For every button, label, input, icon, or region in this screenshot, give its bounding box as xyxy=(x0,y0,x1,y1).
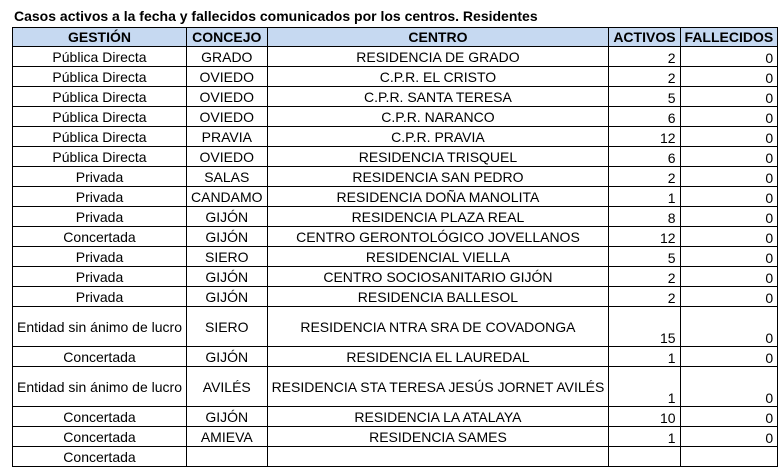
cell-centro: RESIDENCIA SAMES xyxy=(267,427,609,447)
cell-concejo: OVIEDO xyxy=(187,67,268,87)
cell-fallecidos: 0 xyxy=(680,67,778,87)
cell-fallecidos: 0 xyxy=(680,267,778,287)
header-centro: CENTRO xyxy=(267,28,609,47)
cell-fallecidos: 0 xyxy=(680,147,778,167)
cell-centro: RESIDENCIA DOÑA MANOLITA xyxy=(267,187,609,207)
cell-gestion: Pública Directa xyxy=(13,87,187,107)
cell-gestion: Concertada xyxy=(13,227,187,247)
table-row xyxy=(13,307,778,347)
cell-centro: RESIDENCIA DE GRADO xyxy=(267,47,609,67)
table-row xyxy=(13,167,778,187)
cell-activos: 2 xyxy=(609,287,680,307)
table-row xyxy=(13,247,778,267)
cell-centro: RESIDENCIA SAN PEDRO xyxy=(267,167,609,187)
cell-concejo: OVIEDO xyxy=(187,147,268,167)
cell-fallecidos: 0 xyxy=(680,247,778,267)
cell-activos: 5 xyxy=(609,87,680,107)
cell-activos: 2 xyxy=(609,47,680,67)
cell-concejo: GIJÓN xyxy=(187,407,268,427)
cell-fallecidos: 0 xyxy=(680,167,778,187)
cell-gestion: Privada xyxy=(13,267,187,287)
cell-concejo: SIERO xyxy=(187,307,268,347)
cell-activos: 15 xyxy=(609,307,680,347)
cell-concejo xyxy=(187,447,268,467)
cell-activos: 6 xyxy=(609,147,680,167)
cell-concejo: OVIEDO xyxy=(187,107,268,127)
cell-gestion: Pública Directa xyxy=(13,127,187,147)
cell-concejo: GRADO xyxy=(187,47,268,67)
cell-centro: C.P.R. PRAVIA xyxy=(267,127,609,147)
table-row xyxy=(13,407,778,427)
table-row xyxy=(13,427,778,447)
table-row xyxy=(13,287,778,307)
cell-gestion: Pública Directa xyxy=(13,107,187,127)
cell-activos: 12 xyxy=(609,127,680,147)
cell-centro xyxy=(267,447,609,467)
table-row xyxy=(13,447,778,467)
cell-centro: RESIDENCIA STA TERESA JESÚS JORNET AVILÉS xyxy=(267,367,609,407)
cell-concejo: SALAS xyxy=(187,167,268,187)
cell-fallecidos: 0 xyxy=(680,427,778,447)
header-row xyxy=(13,28,778,47)
cell-gestion: Privada xyxy=(13,287,187,307)
table-row xyxy=(13,267,778,287)
cell-fallecidos: 0 xyxy=(680,47,778,67)
table-row xyxy=(13,87,778,107)
cell-gestion: Pública Directa xyxy=(13,67,187,87)
cell-fallecidos: 0 xyxy=(680,187,778,207)
cell-gestion: Entidad sin ánimo de lucro xyxy=(13,307,187,347)
cell-gestion: Privada xyxy=(13,167,187,187)
table-row xyxy=(13,347,778,367)
table-row xyxy=(13,227,778,247)
cell-centro: RESIDENCIA TRISQUEL xyxy=(267,147,609,167)
cell-concejo: AVILÉS xyxy=(187,367,268,407)
cell-concejo: SIERO xyxy=(187,247,268,267)
cell-activos: 8 xyxy=(609,207,680,227)
cell-activos: 1 xyxy=(609,427,680,447)
cell-centro: RESIDENCIA EL LAUREDAL xyxy=(267,347,609,367)
cell-gestion: Privada xyxy=(13,207,187,227)
cell-gestion: Entidad sin ánimo de lucro xyxy=(13,367,187,407)
cell-centro: RESIDENCIA BALLESOL xyxy=(267,287,609,307)
cell-concejo: PRAVIA xyxy=(187,127,268,147)
table-row xyxy=(13,127,778,147)
cell-fallecidos: 0 xyxy=(680,107,778,127)
table-row xyxy=(13,147,778,167)
cell-fallecidos: 0 xyxy=(680,407,778,427)
cell-gestion: Concertada xyxy=(13,447,187,467)
cell-gestion: Concertada xyxy=(13,347,187,367)
cell-activos: 12 xyxy=(609,227,680,247)
cell-concejo: OVIEDO xyxy=(187,87,268,107)
cell-centro: CENTRO SOCIOSANITARIO GIJÓN xyxy=(267,267,609,287)
cell-activos: 1 xyxy=(609,347,680,367)
table-row xyxy=(13,207,778,227)
cell-gestion: Pública Directa xyxy=(13,47,187,67)
cell-activos: 2 xyxy=(609,67,680,87)
cell-fallecidos: 0 xyxy=(680,287,778,307)
cell-centro: C.P.R. SANTA TERESA xyxy=(267,87,609,107)
cell-fallecidos xyxy=(680,447,778,467)
cell-fallecidos: 0 xyxy=(680,227,778,247)
residences-table xyxy=(12,27,778,467)
cell-centro: RESIDENCIA LA ATALAYA xyxy=(267,407,609,427)
cell-centro: RESIDENCIAL VIELLA xyxy=(267,247,609,267)
cell-activos: 1 xyxy=(609,367,680,407)
cell-centro: RESIDENCIA NTRA SRA DE COVADONGA xyxy=(267,307,609,347)
header-concejo: CONCEJO xyxy=(187,28,268,47)
table-title: Casos activos a la fecha y fallecidos comunicados por los centros. Residentes xyxy=(14,8,538,24)
table-row xyxy=(13,107,778,127)
cell-centro: CENTRO GERONTOLÓGICO JOVELLANOS xyxy=(267,227,609,247)
cell-concejo: AMIEVA xyxy=(187,427,268,447)
cell-fallecidos: 0 xyxy=(680,127,778,147)
cell-concejo: CANDAMO xyxy=(187,187,268,207)
cell-activos: 2 xyxy=(609,267,680,287)
table-row xyxy=(13,367,778,407)
cell-fallecidos: 0 xyxy=(680,367,778,407)
cell-concejo: GIJÓN xyxy=(187,227,268,247)
cell-concejo: GIJÓN xyxy=(187,207,268,227)
table-row xyxy=(13,187,778,207)
cell-concejo: GIJÓN xyxy=(187,287,268,307)
cell-gestion: Privada xyxy=(13,247,187,267)
cell-concejo: GIJÓN xyxy=(187,267,268,287)
cell-centro: C.P.R. NARANCO xyxy=(267,107,609,127)
cell-concejo: GIJÓN xyxy=(187,347,268,367)
cell-gestion: Concertada xyxy=(13,407,187,427)
cell-fallecidos: 0 xyxy=(680,87,778,107)
cell-centro: C.P.R. EL CRISTO xyxy=(267,67,609,87)
cell-gestion: Privada xyxy=(13,187,187,207)
cell-centro: RESIDENCIA PLAZA REAL xyxy=(267,207,609,227)
cell-activos: 1 xyxy=(609,187,680,207)
cell-activos xyxy=(609,447,680,467)
cell-fallecidos: 0 xyxy=(680,307,778,347)
header-fallecidos: FALLECIDOS xyxy=(680,28,778,47)
table-row xyxy=(13,47,778,67)
cell-gestion: Concertada xyxy=(13,427,187,447)
cell-activos: 5 xyxy=(609,247,680,267)
cell-fallecidos: 0 xyxy=(680,347,778,367)
header-activos: ACTIVOS xyxy=(609,28,680,47)
cell-activos: 2 xyxy=(609,167,680,187)
table-row xyxy=(13,67,778,87)
cell-activos: 6 xyxy=(609,107,680,127)
cell-activos: 10 xyxy=(609,407,680,427)
header-gestion: GESTIÓN xyxy=(13,28,187,47)
cell-gestion: Pública Directa xyxy=(13,147,187,167)
cell-fallecidos: 0 xyxy=(680,207,778,227)
